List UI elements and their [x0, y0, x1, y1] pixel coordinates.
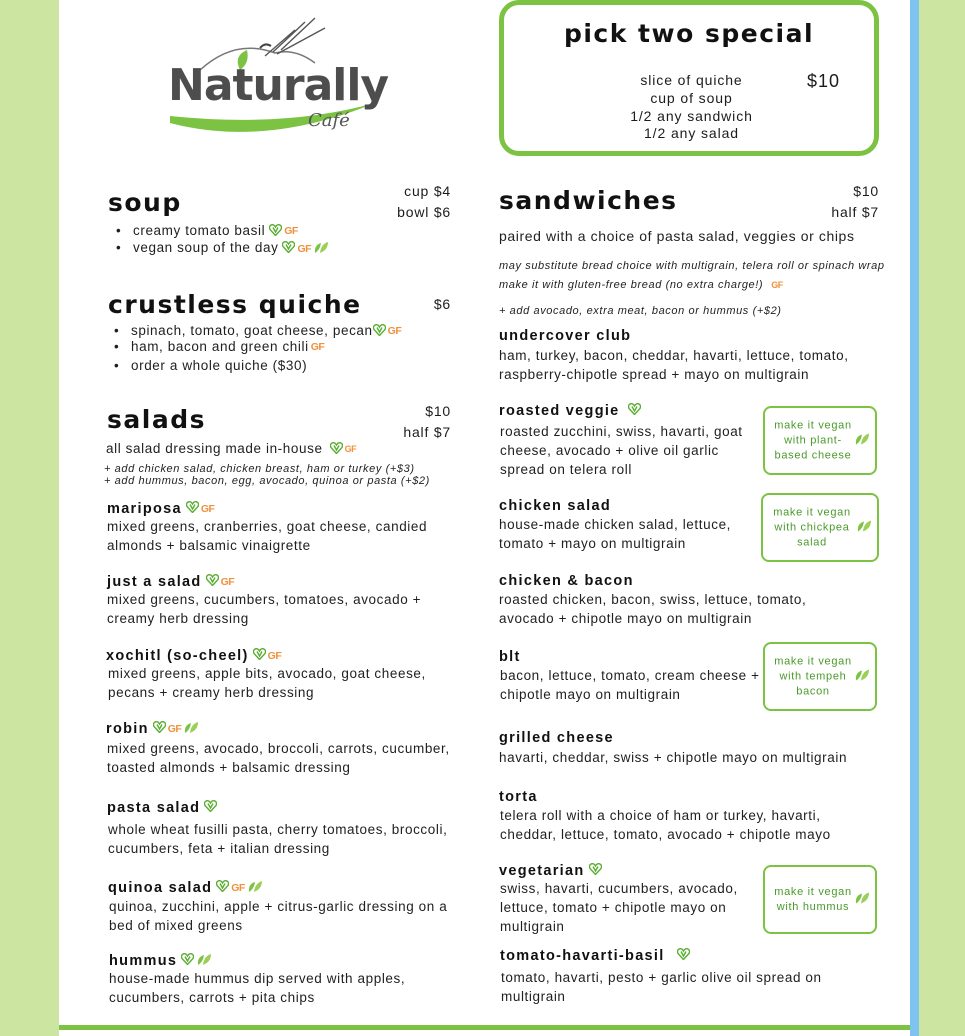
vegan-leaf-icon — [854, 667, 871, 686]
special-item: slice of quiche — [640, 72, 743, 88]
special-item: 1/2 any salad — [644, 125, 739, 141]
special-title: pick two special — [563, 19, 815, 48]
salad-name — [108, 879, 264, 897]
gf-bread-label: make it with gluten-free bread (no extra charge!) — [499, 279, 764, 291]
sandwich-description: swiss, havarti, cucumbers, avocado, lettuce, tomato + chipotle mayo on multigrain — [500, 881, 738, 934]
special-price: $10 — [807, 71, 841, 91]
vegetarian-icon — [677, 948, 690, 964]
vegan-leaf-icon — [183, 720, 200, 738]
gluten-free-badge: GF — [387, 325, 402, 338]
salad-name-label: hummus — [109, 952, 178, 969]
salads-title: salads — [107, 405, 206, 434]
bread-substitution-note: may substitute bread choice with multigrain, telera roll or spinach wrap — [499, 260, 885, 272]
salad-description: mixed greens, apple bits, avocado, goat cheese, pecans + creamy herb dressing — [108, 666, 426, 700]
sandwich-name: undercover club — [499, 328, 632, 344]
salad-name-label: pasta salad — [107, 800, 201, 816]
soup-item — [133, 223, 298, 239]
gluten-free-badge: GF — [200, 503, 215, 516]
sandwich-name — [499, 863, 602, 879]
logo-subtitle: Café — [308, 110, 350, 131]
salads-price-full: $10 — [425, 403, 451, 419]
sandwich-name — [499, 403, 641, 419]
soup-item — [133, 240, 330, 257]
sandwich-description: roasted chicken, bacon, swiss, lettuce, tomato, avocado + chipotle mayo on multigrain — [499, 592, 807, 626]
salad-name-label: xochitl (so-cheel) — [106, 648, 249, 664]
vegan-leaf-icon — [196, 952, 213, 970]
vegan-leaf-icon — [247, 879, 264, 897]
sandwiches-price-half: half $7 — [831, 204, 879, 220]
quiche-item-label: spinach, tomato, goat cheese, pecan — [131, 323, 373, 338]
gluten-free-badge: GF — [297, 242, 312, 255]
quiche-price: $6 — [433, 296, 451, 312]
soup-price-cup: cup $4 — [404, 183, 451, 199]
vegan-option-box — [763, 642, 877, 711]
sandwiches-title: sandwiches — [499, 186, 678, 215]
salad-description: quinoa, zucchini, apple + citrus-garlic dressing on a bed of mixed greens — [109, 899, 448, 933]
vegetarian-icon — [204, 800, 217, 816]
salad-name — [106, 720, 200, 738]
sandwich-description: roasted zucchini, swiss, havarti, goat cheese, avocado + olive oil garlic spread on telera roll — [500, 424, 743, 477]
quiche-item-label: ham, bacon and green chili — [131, 339, 309, 354]
bottom-divider — [59, 1025, 910, 1030]
gluten-free-badge: GF — [310, 341, 325, 354]
sandwich-name-label: roasted veggie — [499, 403, 620, 419]
salad-name — [109, 952, 213, 970]
salad-name-label: mariposa — [107, 501, 182, 517]
salad-description: mixed greens, avocado, broccoli, carrots, cucumber, toasted almonds + balsamic dressing — [107, 741, 450, 775]
sandwich-name: chicken salad — [499, 498, 612, 514]
gluten-free-badge: GF — [284, 225, 298, 238]
vegan-option-text: make it vegan with hummus — [774, 885, 852, 913]
vegan-option-text: make it vegan with plant-based cheese — [774, 419, 852, 461]
salad-description: mixed greens, cucumbers, tomatoes, avocado + creamy herb dressing — [107, 592, 422, 626]
sandwich-name: torta — [499, 789, 538, 805]
dressing-label: all salad dressing made in-house — [106, 441, 323, 456]
vegetarian-icon — [253, 648, 266, 664]
vegan-option-box — [763, 406, 877, 475]
soup-item-label: vegan soup of the day — [133, 240, 279, 256]
salad-description: mixed greens, cranberries, goat cheese, candied almonds + balsamic vinaigrette — [107, 519, 428, 553]
sandwich-name-label: vegetarian — [499, 863, 585, 879]
vegan-option-box — [763, 865, 877, 934]
special-item: 1/2 any sandwich — [630, 108, 753, 124]
gluten-free-badge: GF — [267, 650, 282, 663]
sandwich-description: house-made chicken salad, lettuce, tomato + mayo on multigrain — [499, 517, 732, 551]
salads-dressing-note — [106, 439, 356, 459]
pick-two-special-box — [499, 0, 879, 156]
vegan-option-text: make it vegan with chickpea salad — [773, 506, 851, 548]
salad-name-label: quinoa salad — [108, 879, 213, 896]
gluten-free-badge: GF — [344, 443, 357, 454]
sandwich-description: telera roll with a choice of ham or turkey, havarti, cheddar, lettuce, tomato, avocado + chipotle mayo — [500, 808, 831, 842]
cafe-logo — [165, 8, 389, 148]
vegetarian-icon — [269, 224, 282, 239]
vegan-option-box — [761, 493, 879, 562]
vegetarian-icon — [153, 721, 166, 737]
sandwiches-price-full: $10 — [853, 183, 879, 199]
vegan-leaf-icon — [854, 890, 871, 909]
salad-description: house-made hummus dip served with apples, cucumbers, carrots + pita chips — [109, 971, 406, 1005]
special-item: cup of soup — [650, 90, 733, 106]
right-edge-stripe — [910, 0, 919, 1036]
quiche-item — [131, 358, 307, 373]
vegetarian-icon — [206, 574, 219, 590]
vegan-option-text: make it vegan with tempeh bacon — [774, 655, 852, 697]
logo-wordmark: Naturally — [168, 60, 389, 111]
vegan-leaf-icon — [856, 518, 873, 537]
vegetarian-icon — [589, 863, 602, 879]
sandwich-name: chicken & bacon — [499, 573, 634, 589]
sandwich-name: blt — [499, 649, 521, 665]
salad-name — [107, 800, 217, 816]
sandwich-description: havarti, cheddar, swiss + chipotle mayo on multigrain — [499, 750, 848, 765]
sandwich-name: grilled cheese — [499, 730, 614, 746]
vegan-leaf-icon — [313, 240, 330, 257]
gluten-free-badge: GF — [167, 723, 182, 735]
soup-price-bowl: bowl $6 — [397, 204, 451, 220]
gluten-free-badge: GF — [771, 280, 783, 291]
sandwich-name-label: tomato-havarti-basil — [500, 948, 665, 964]
soup-item-label: creamy tomato basil — [133, 223, 266, 238]
sandwiches-subtitle: paired with a choice of pasta salad, veggies or chips — [499, 228, 855, 244]
vegan-leaf-icon — [854, 431, 871, 450]
quiche-title: crustless quiche — [108, 290, 362, 319]
soup-title: soup — [108, 188, 182, 217]
salad-name-label: robin — [106, 720, 149, 737]
salads-price-half: half $7 — [403, 424, 451, 440]
salad-name — [107, 501, 214, 517]
salads-add-on-1: + add chicken salad, chicken breast, ham or turkey (+$3) — [104, 463, 415, 475]
vegetarian-icon — [181, 953, 194, 969]
quiche-item-label: order a whole quiche ($30) — [131, 358, 308, 373]
salad-name — [106, 648, 281, 664]
salads-add-on-2: + add hummus, bacon, egg, avocado, quinoa or pasta (+$2) — [104, 475, 430, 487]
quiche-item — [131, 323, 401, 339]
quiche-item — [131, 339, 324, 354]
salad-name — [107, 574, 234, 590]
sandwich-description: tomato, havarti, pesto + garlic olive oil spread on multigrain — [501, 970, 822, 1004]
sandwich-name — [500, 948, 690, 964]
gluten-free-badge: GF — [220, 576, 235, 589]
sandwich-description: ham, turkey, bacon, cheddar, havarti, lettuce, tomato, raspberry-chipotle spread + mayo on multigrain — [499, 348, 849, 382]
vegetarian-icon — [216, 880, 229, 896]
salad-description: whole wheat fusilli pasta, cherry tomatoes, broccoli, cucumbers, feta + italian dressing — [108, 822, 448, 856]
vegetarian-icon — [628, 403, 641, 419]
vegetarian-icon — [186, 501, 199, 517]
vegetarian-icon — [282, 241, 295, 256]
gluten-free-bread-note — [499, 279, 783, 291]
vegetarian-icon — [373, 324, 386, 339]
salad-name-label: just a salad — [107, 574, 202, 590]
gluten-free-badge: GF — [231, 882, 245, 894]
vegetarian-icon — [330, 440, 343, 459]
sandwich-add-on-note: + add avocado, extra meat, bacon or hummus (+$2) — [499, 305, 782, 317]
sandwich-description: bacon, lettuce, tomato, cream cheese + chipotle mayo on multigrain — [500, 668, 760, 702]
